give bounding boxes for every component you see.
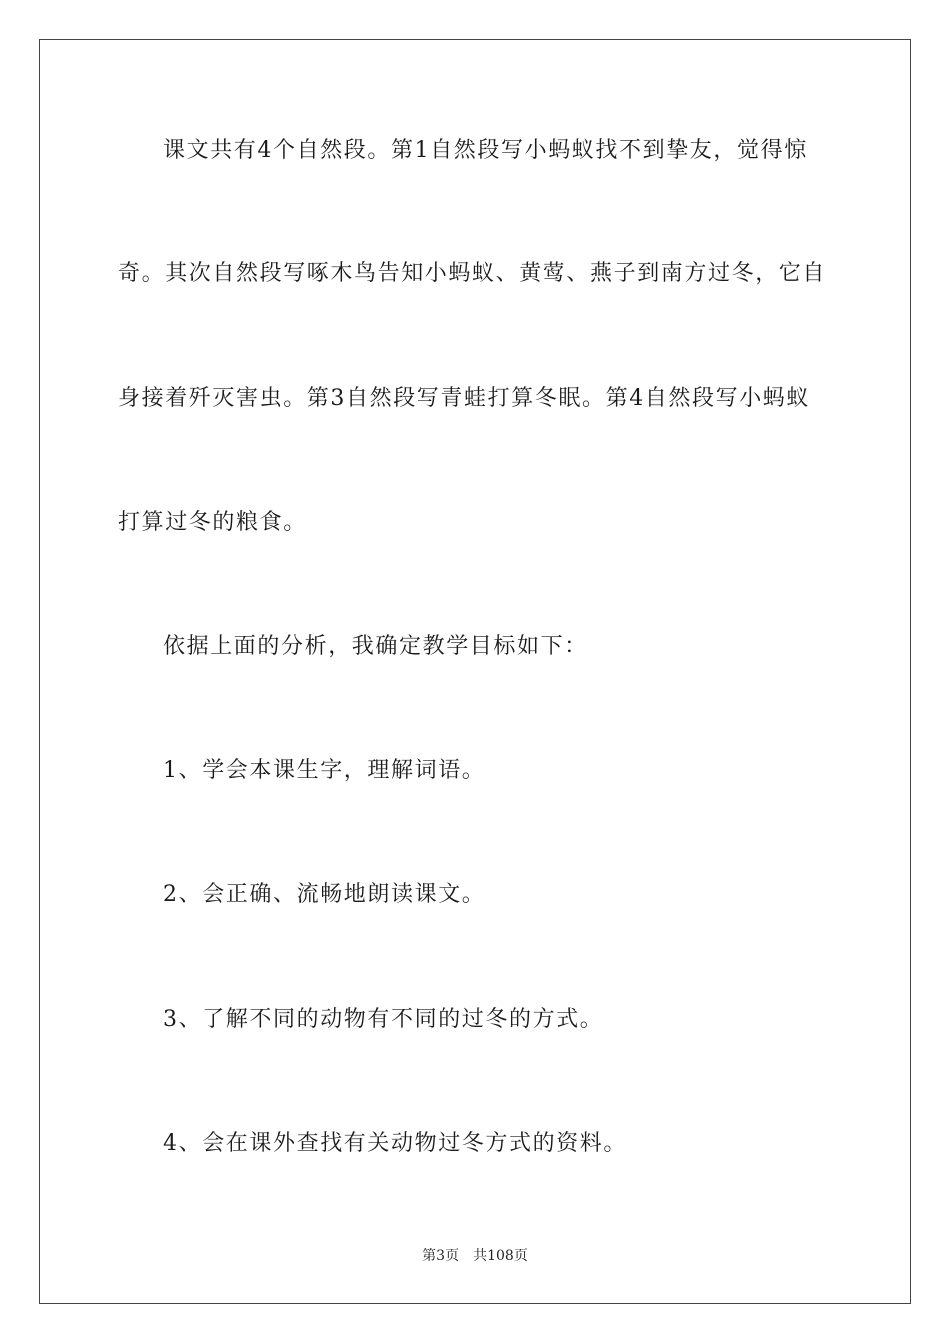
page-footer — [0, 1246, 950, 1266]
paragraph-1-line-2: 奇。其次自然段写啄木鸟告知小蚂蚁、黄莺、燕子到南方过冬，它自 — [118, 261, 827, 286]
paragraph-1-line-4: 打算过冬的粮食。 — [118, 510, 307, 535]
paragraph-1-line-1: 课文共有4个自然段。第1自然段写小蚂蚁找不到挚友，觉得惊 — [163, 138, 808, 163]
paragraph-1-line-3: 身接着歼灭害虫。第3自然段写青蛙打算冬眠。第4自然段写小蚂蚁 — [118, 386, 810, 411]
goal-item-1: 1、学会本课生字，理解词语。 — [163, 758, 486, 783]
goal-item-4: 4、会在课外查找有关动物过冬方式的资料。 — [163, 1131, 627, 1156]
goal-item-3: 3、了解不同的动物有不同的过冬的方式。 — [163, 1007, 604, 1032]
page-number: 第3页 — [422, 1248, 460, 1264]
page-total: 共108页 — [473, 1248, 528, 1264]
paragraph-2: 依据上面的分析，我确定教学目标如下： — [163, 634, 588, 659]
page-border — [39, 39, 911, 1304]
goal-item-2: 2、会正确、流畅地朗读课文。 — [163, 882, 486, 907]
